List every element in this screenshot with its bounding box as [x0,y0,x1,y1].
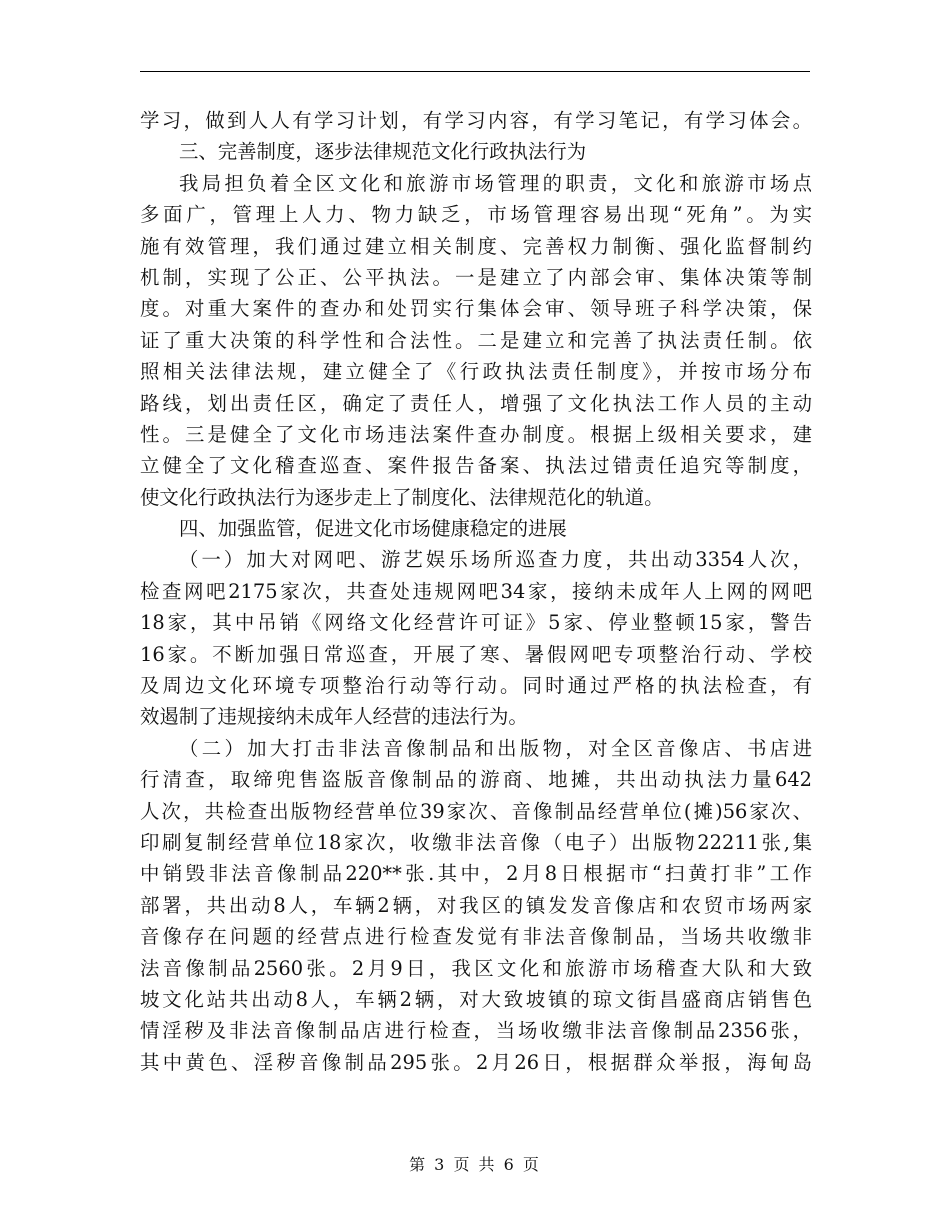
paragraph-line: 其中黄色、淫秽音像制品295张。2月26日，根据群众举报，海甸岛 [140,1050,812,1074]
paragraph-line: 我局担负着全区文化和旅游市场管理的职责，文化和旅游市场点 [179,171,812,195]
paragraph-line: 行清查，取缔兜售盗版音像制品的游商、地摊，共出动执法力量642 [140,768,812,792]
paragraph-line: 18家，其中吊销《网络文化经营许可证》5家、停业整顿15家，警告 [140,611,812,635]
paragraph-line: （二）加大打击非法音像制品和出版物，对全区音像店、书店进 [179,736,812,760]
paragraph-line: 证了重大决策的科学性和合法性。二是建立和完善了执法责任制。依 [140,328,812,352]
header-rule [140,71,810,72]
paragraph-line: 照相关法律法规，建立健全了《行政执法责任制度》，并按市场分布 [140,360,812,384]
paragraph-line: 机制，实现了公正、公平执法。一是建立了内部会审、集体决策等制 [140,265,812,289]
paragraph-line: 立健全了文化稽查巡查、案件报告备案、执法过错责任追究等制度， [140,454,812,478]
section-heading: 三、完善制度，逐步法律规范文化行政执法行为 [179,140,587,164]
paragraph-line: 部署，共出动8人，车辆2辆，对我区的镇发发音像店和农贸市场两家 [140,893,812,917]
document-body [140,105,812,1078]
paragraph-line: 检查网吧2175家次，共查处违规网吧34家，接纳未成年人上网的网吧 [140,579,812,603]
paragraph-line: 印刷复制经营单位18家次，收缴非法音像（电子）出版物22211张,集 [140,830,812,854]
paragraph-line: 度。对重大案件的查办和处罚实行集体会审、领导班子科学决策，保 [140,297,812,321]
paragraph-line: 效遏制了违规接纳未成年人经营的违法行为。 [140,705,528,729]
paragraph-line: 法音像制品2560张。2月9日，我区文化和旅游市场稽查大队和大致 [140,956,812,980]
page-number: 第 3 页 共 6 页 [409,1155,541,1174]
paragraph-line: （一）加大对网吧、游艺娱乐场所巡查力度，共出动3354人次， [179,548,812,572]
paragraph-line: 路线，划出责任区，确定了责任人，增强了文化执法工作人员的主动 [140,391,812,415]
paragraph-line: 施有效管理，我们通过建立相关制度、完善权力制衡、强化监督制约 [140,234,812,258]
paragraph-line: 多面广，管理上人力、物力缺乏，市场管理容易出现“死角”。为实 [140,203,812,227]
paragraph-line: 性。三是健全了文化市场违法案件查办制度。根据上级相关要求，建 [140,422,812,446]
paragraph-line: 及周边文化环境专项整治行动等行动。同时通过严格的执法检查，有 [140,674,812,698]
paragraph-line: 中销毁非法音像制品220**张.其中，2月8日根据市“扫黄打非”工作 [140,862,812,886]
paragraph-line: 使文化行政执法行为逐步走上了制度化、法律规范化的轨道。 [140,485,664,509]
paragraph-line: 学习，做到人人有学习计划，有学习内容，有学习笔记，有学习体会。 [140,109,812,132]
section-heading: 四、加强监管，促进文化市场健康稳定的进展 [179,517,567,541]
paragraph-line: 情淫秽及非法音像制品店进行检查，当场收缴非法音像制品2356张， [140,1019,812,1043]
paragraph-line: 16家。不断加强日常巡查，开展了寒、暑假网吧专项整治行动、学校 [140,642,812,666]
paragraph-line: 人次，共检查出版物经营单位39家次、音像制品经营单位(摊)56家次、 [140,799,812,823]
paragraph-line: 音像存在问题的经营点进行检查发觉有非法音像制品，当场共收缴非 [140,925,812,949]
paragraph-line: 坡文化站共出动8人，车辆2辆，对大致坡镇的琼文街昌盛商店销售色 [140,987,812,1011]
